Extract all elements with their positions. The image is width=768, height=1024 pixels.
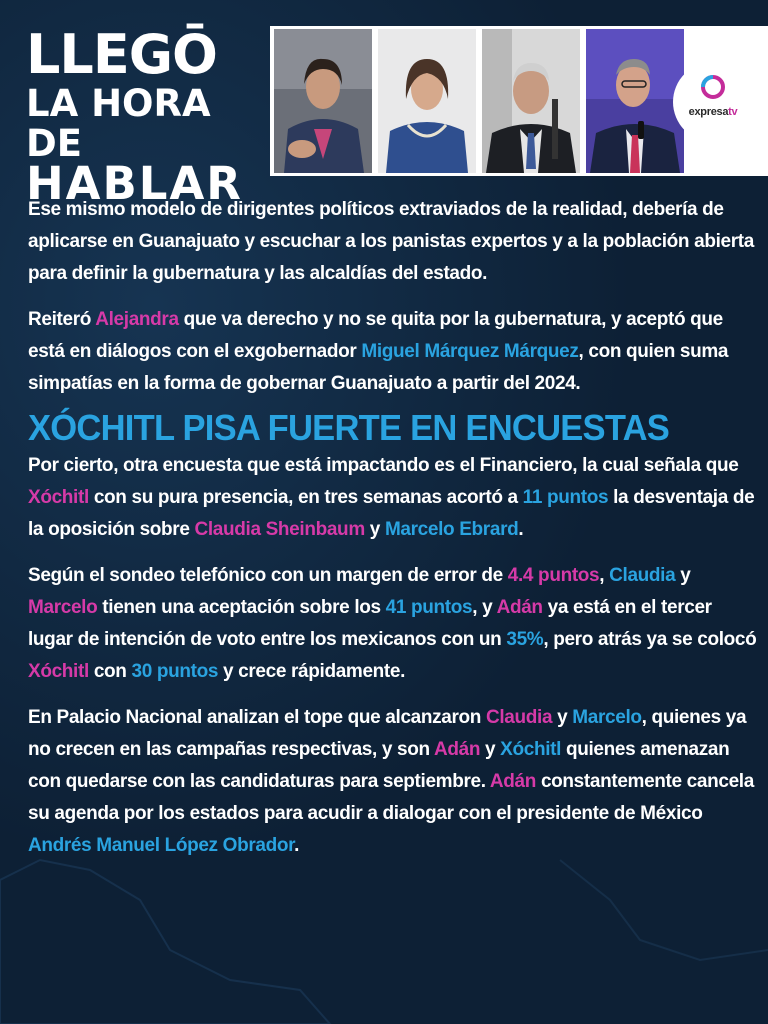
paragraph-4 <box>28 560 758 688</box>
name-adan: Adán <box>489 771 537 792</box>
name-marcelo: Marcelo <box>572 707 642 728</box>
paragraph-2 <box>28 304 758 400</box>
name-claudia-sheinbaum: Claudia Sheinbaum <box>194 519 365 540</box>
name-marcelo: Marcelo <box>28 597 98 618</box>
article-body <box>28 194 758 862</box>
text: En Palacio Nacional analizan el tope que alcanzaron <box>28 707 486 728</box>
brand-wordmark <box>673 106 753 118</box>
text: y crece rápidamente. <box>218 661 406 682</box>
text: constantemente cancela su agenda por los estados para acudir a dialogar con el presidente de México <box>28 771 754 824</box>
man-portrait-icon <box>586 29 684 173</box>
woman-portrait-icon <box>378 29 476 173</box>
text: , y <box>472 597 497 618</box>
header <box>0 0 768 210</box>
text: ya está en el tercer lugar de intención de voto entre los mexicanos con un <box>28 597 712 650</box>
text: , pero atrás ya se colocó <box>543 629 757 650</box>
text: Según el sondeo telefónico con un margen de error de <box>28 565 508 586</box>
section-headline: XÓCHITL PISA FUERTE EN ENCUESTAS <box>28 407 670 448</box>
brand-suffix: tv <box>728 106 738 118</box>
name-claudia: Claudia <box>486 707 553 728</box>
woman-portrait-icon <box>274 29 372 173</box>
text: tienen una aceptación sobre los <box>97 597 386 618</box>
expresatv-logo <box>673 62 753 142</box>
name-alejandra: Alejandra <box>95 309 179 330</box>
text: Por cierto, otra encuesta que está impactando es el Financiero, la cual señala que <box>28 455 739 476</box>
text: Reiteró <box>28 309 96 330</box>
name-xochitl: Xóchitl <box>28 661 89 682</box>
text: , <box>599 565 610 586</box>
name-adan: Adán <box>433 739 481 760</box>
brand-ring-icon <box>700 74 726 100</box>
show-logo <box>26 23 258 210</box>
logo-line-1: LLEGŌ <box>26 23 217 86</box>
name-marcelo-ebrard: Marcelo Ebrard <box>384 519 519 540</box>
brand-name: expresa <box>688 106 729 118</box>
paragraph-1: Ese mismo modelo de dirigentes políticos extraviados de la realidad, debería de aplicarse en Guanajuato y escuchar a los panistas expertos y a la población abierta para definir la gubernatura y las alcaldías del estado. <box>28 199 754 284</box>
figure-margin-error: 4.4 puntos <box>507 565 600 586</box>
figure-11-puntos: 11 puntos <box>522 487 609 508</box>
logo-line-2: LA HORA DE <box>26 82 211 165</box>
name-adan: Adán <box>496 597 543 618</box>
text: con su pura presencia, en tres semanas acortó a <box>88 487 523 508</box>
text: , con quien suma simpatías en la forma de gobernar Guanajuato a partir del 2024. <box>28 341 729 394</box>
text: y <box>675 565 691 586</box>
text: quienes amenazan con quedarse con las candidaturas para septiembre. <box>28 739 730 792</box>
text: , quienes ya no crecen en las campañas respectivas, y son <box>28 707 747 760</box>
text: . <box>294 835 300 856</box>
paragraph-5 <box>28 702 758 862</box>
name-xochitl: Xóchitl <box>500 739 562 760</box>
text: y <box>364 519 385 540</box>
man-portrait-icon <box>482 29 580 173</box>
figure-35-percent: 35% <box>506 629 544 650</box>
logo-line-3: HABLAR <box>26 157 243 210</box>
paragraph-3 <box>28 450 758 546</box>
name-miguel-marquez: Miguel Márquez Márquez <box>361 341 579 362</box>
name-claudia: Claudia <box>609 565 676 586</box>
text: y <box>552 707 573 728</box>
name-xochitl: Xóchitl <box>28 487 89 508</box>
name-amlo: Andrés Manuel López Obrador <box>28 835 295 856</box>
figure-41-puntos: 41 puntos <box>385 597 473 618</box>
text: la desventaja de la oposición sobre <box>28 487 755 540</box>
text: con <box>88 661 132 682</box>
text: . <box>518 519 524 540</box>
figure-30-puntos: 30 puntos <box>131 661 219 682</box>
text: y <box>480 739 501 760</box>
text: que va derecho y no se quita por la gubernatura, y aceptó que está en diálogos con el exgobernador <box>28 309 723 362</box>
